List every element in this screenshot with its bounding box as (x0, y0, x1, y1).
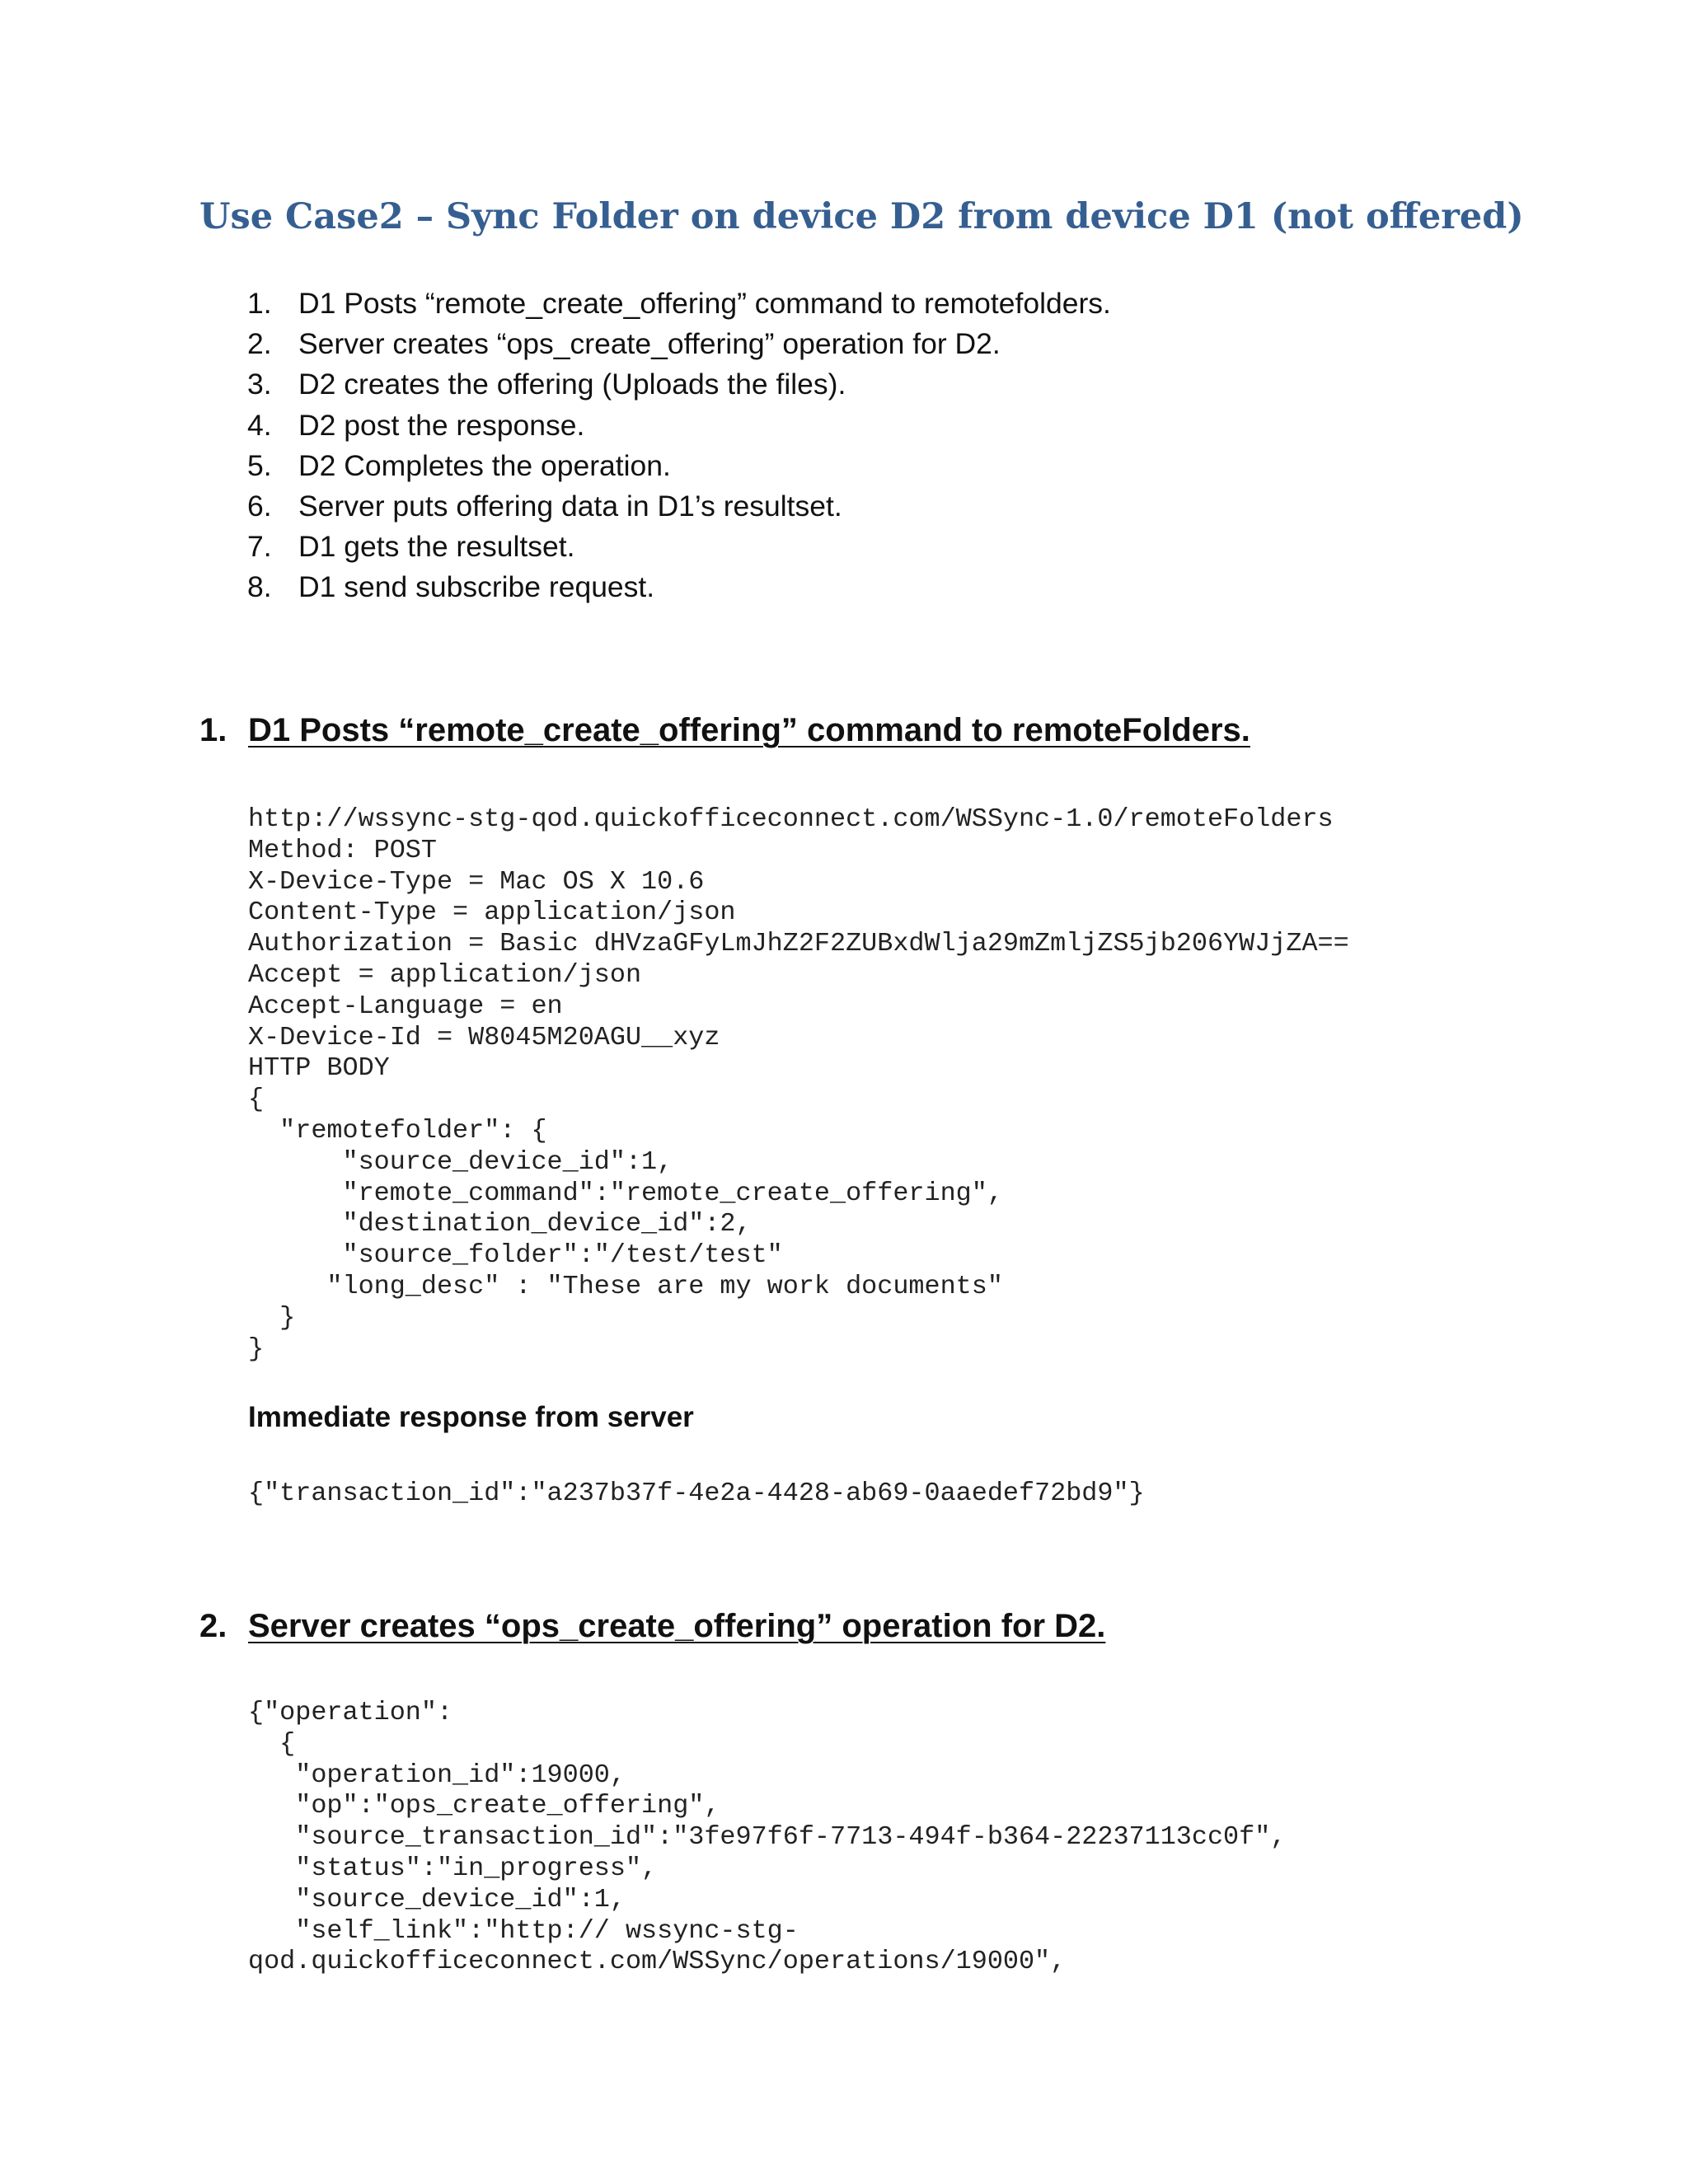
response-label: Immediate response from server (248, 1401, 694, 1433)
list-item-text: D1 send subscribe request. (298, 570, 655, 604)
list-item (247, 405, 1111, 446)
request-code-block: http://wssync-stg-qod.quickofficeconnect.com/WSSync-1.0/remoteFolders Method: POST X-Device-Type = Mac OS X 10.6 Content-Type = application/json Authorization = Basic dHVzaGFyLmJhZ2F2ZUBxdWlja29mZmljZS5jb206YWJjZA== Accept = application/json Accept-Language = en X-Device-Id = W8045M20AGU__xyz HTTP BODY { "remotefolder": { "source_device_id":1, "remote_command":"remote_create_offering", "destination_device_id":2, "source_folder":"/test/test" "long_desc" : "These are my work documents" } } (248, 804, 1349, 1364)
page-title: Use Case2 – Sync Folder on device D2 from device D1 (not offered) (199, 196, 1524, 237)
list-item-text: D1 gets the resultset. (298, 530, 575, 564)
list-item-number: 7. (247, 530, 272, 564)
list-item-text: Server creates “ops_create_offering” operation for D2. (298, 327, 1001, 361)
steps-list (247, 284, 1111, 608)
list-item-text: D1 Posts “remote_create_offering” command to remotefolders. (298, 287, 1111, 320)
list-item-number: 1. (247, 287, 272, 320)
section-1-heading (199, 712, 1250, 749)
list-item (247, 324, 1111, 364)
list-item (247, 567, 1111, 607)
list-item (247, 364, 1111, 405)
list-item-number: 2. (247, 327, 272, 361)
section-1-number: 1. (199, 712, 227, 748)
operation-code-block: {"operation": { "operation_id":19000, "op":"ops_create_offering", "source_transaction_id":"3fe97f6f-7713-494f-b364-22237113cc0f", "status":"in_progress", "source_device_id":1, "self_link":"http:// wssync-stg- qod.quickofficeconnect.com/WSSync/operations/19000", (248, 1698, 1287, 1977)
list-item-number: 5. (247, 448, 272, 482)
section-2-heading (199, 1608, 1105, 1645)
list-item (247, 486, 1111, 527)
section-1-title: D1 Posts “remote_create_offering” command to remoteFolders. (248, 712, 1250, 748)
list-item (247, 284, 1111, 324)
list-item (247, 446, 1111, 486)
section-2-title: Server creates “ops_create_offering” operation for D2. (248, 1608, 1106, 1644)
response-code-block: {"transaction_id":"a237b37f-4e2a-4428-ab69-0aaedef72bd9"} (248, 1479, 1145, 1508)
list-item-number: 6. (247, 489, 272, 523)
list-item-text: Server puts offering data in D1’s resultset. (298, 489, 842, 523)
list-item-text: D2 creates the offering (Uploads the files). (298, 368, 846, 401)
list-item (247, 527, 1111, 567)
list-item-number: 8. (247, 570, 272, 604)
list-item-number: 3. (247, 368, 272, 401)
list-item-number: 4. (247, 408, 272, 442)
list-item-text: D2 post the response. (298, 408, 585, 442)
list-item-text: D2 Completes the operation. (298, 448, 671, 482)
section-2-number: 2. (199, 1608, 227, 1644)
